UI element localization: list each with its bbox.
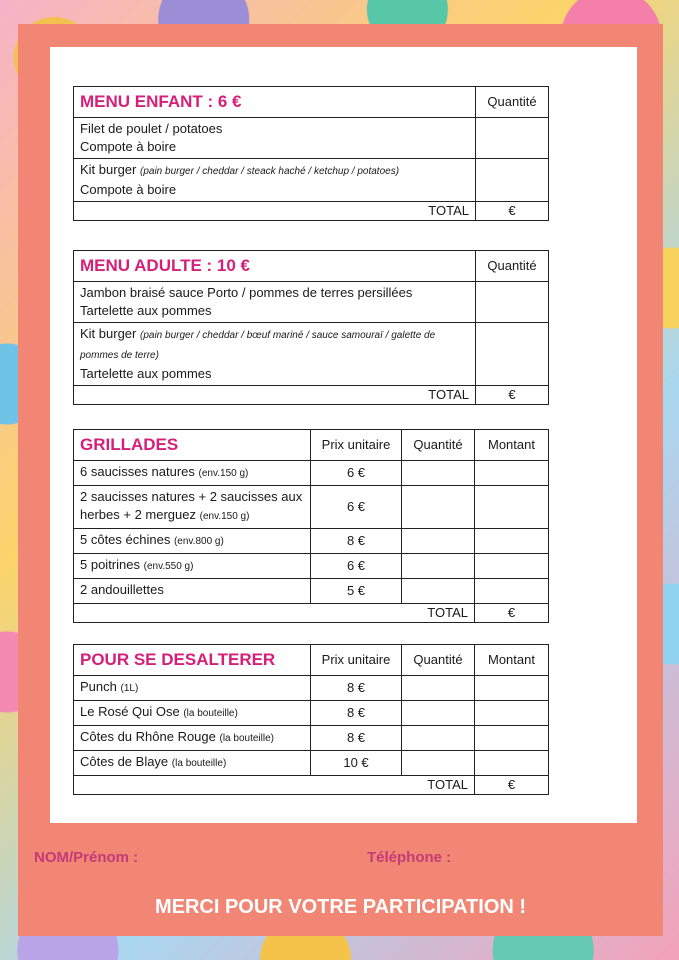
total-label: TOTAL bbox=[74, 202, 476, 221]
boissons-table bbox=[73, 644, 549, 795]
amount-cell[interactable] bbox=[475, 701, 549, 726]
total-label: TOTAL bbox=[74, 386, 476, 405]
menu-item: Filet de poulet / potatoes Compote à boire bbox=[74, 118, 476, 159]
amount-cell[interactable] bbox=[475, 554, 549, 579]
order-form-frame bbox=[18, 24, 663, 936]
table-row bbox=[74, 461, 549, 486]
grillades-title: GRILLADES bbox=[74, 430, 311, 461]
total-cell[interactable]: € bbox=[476, 386, 549, 405]
menu-item: Jambon braisé sauce Porto / pommes de terres persillées Tartelette aux pommes bbox=[74, 282, 476, 323]
item-name: Côtes de Blaye (la bouteille) bbox=[74, 751, 311, 776]
table-row bbox=[74, 529, 549, 554]
quantity-header: Quantité bbox=[402, 645, 475, 676]
item-name: 2 andouillettes bbox=[74, 579, 311, 604]
amount-cell[interactable] bbox=[475, 579, 549, 604]
menu-adulte-qty-header: Quantité bbox=[476, 251, 549, 282]
quantity-cell[interactable] bbox=[402, 701, 475, 726]
total-cell[interactable]: € bbox=[475, 604, 549, 623]
table-row bbox=[74, 554, 549, 579]
quantity-header: Quantité bbox=[402, 430, 475, 461]
quantity-cell[interactable] bbox=[476, 118, 549, 159]
boissons-title: POUR SE DESALTERER bbox=[74, 645, 311, 676]
quantity-cell[interactable] bbox=[402, 751, 475, 776]
price-header: Prix unitaire bbox=[311, 645, 402, 676]
quantity-cell[interactable] bbox=[402, 529, 475, 554]
table-row bbox=[74, 159, 549, 202]
total-cell[interactable]: € bbox=[475, 776, 549, 795]
quantity-cell[interactable] bbox=[476, 323, 549, 386]
item-name: Côtes du Rhône Rouge (la bouteille) bbox=[74, 726, 311, 751]
table-row bbox=[74, 282, 549, 323]
menu-enfant-qty-header: Quantité bbox=[476, 87, 549, 118]
amount-cell[interactable] bbox=[475, 676, 549, 701]
grillades-table bbox=[73, 429, 549, 623]
amount-cell[interactable] bbox=[475, 751, 549, 776]
quantity-cell[interactable] bbox=[402, 461, 475, 486]
menu-item: Kit burger (pain burger / cheddar / bœuf mariné / sauce samouraï / galette de pommes de terre) Tartelette aux pommes bbox=[74, 323, 476, 386]
amount-cell[interactable] bbox=[475, 461, 549, 486]
quantity-cell[interactable] bbox=[402, 726, 475, 751]
table-row bbox=[74, 486, 549, 529]
table-row bbox=[74, 701, 549, 726]
quantity-cell[interactable] bbox=[402, 554, 475, 579]
amount-cell[interactable] bbox=[475, 529, 549, 554]
item-price: 6 € bbox=[311, 486, 402, 529]
quantity-cell[interactable] bbox=[476, 282, 549, 323]
amount-cell[interactable] bbox=[475, 726, 549, 751]
item-price: 8 € bbox=[311, 701, 402, 726]
amount-header: Montant bbox=[475, 430, 549, 461]
name-field-label[interactable]: NOM/Prénom : bbox=[34, 849, 139, 866]
menu-enfant-table bbox=[73, 86, 549, 221]
table-row bbox=[74, 323, 549, 386]
menu-adulte-title: MENU ADULTE : 10 € bbox=[74, 251, 476, 282]
menu-enfant-title: MENU ENFANT : 6 € bbox=[74, 87, 476, 118]
item-price: 5 € bbox=[311, 579, 402, 604]
quantity-cell[interactable] bbox=[402, 676, 475, 701]
total-label: TOTAL bbox=[74, 776, 475, 795]
item-price: 8 € bbox=[311, 676, 402, 701]
quantity-cell[interactable] bbox=[402, 579, 475, 604]
total-cell[interactable]: € bbox=[476, 202, 549, 221]
item-name: 5 côtes échines (env.800 g) bbox=[74, 529, 311, 554]
item-name: 6 saucisses natures (env.150 g) bbox=[74, 461, 311, 486]
menu-item: Kit burger (pain burger / cheddar / steack haché / ketchup / potatoes) Compote à boire bbox=[74, 159, 476, 202]
quantity-cell[interactable] bbox=[476, 159, 549, 202]
item-name: Le Rosé Qui Ose (la bouteille) bbox=[74, 701, 311, 726]
menu-adulte-table bbox=[73, 250, 549, 405]
item-price: 8 € bbox=[311, 529, 402, 554]
price-header: Prix unitaire bbox=[311, 430, 402, 461]
table-row bbox=[74, 676, 549, 701]
table-row bbox=[74, 579, 549, 604]
total-label: TOTAL bbox=[74, 604, 475, 623]
item-price: 6 € bbox=[311, 461, 402, 486]
item-name: 2 saucisses natures + 2 saucisses aux herbes + 2 merguez (env.150 g) bbox=[74, 486, 311, 529]
thanks-message: MERCI POUR VOTRE PARTICIPATION ! bbox=[154, 896, 527, 918]
item-price: 6 € bbox=[311, 554, 402, 579]
amount-header: Montant bbox=[475, 645, 549, 676]
amount-cell[interactable] bbox=[475, 486, 549, 529]
table-row bbox=[74, 751, 549, 776]
item-price: 8 € bbox=[311, 726, 402, 751]
table-row bbox=[74, 726, 549, 751]
item-name: Punch (1L) bbox=[74, 676, 311, 701]
item-name: 5 poitrines (env.550 g) bbox=[74, 554, 311, 579]
item-price: 10 € bbox=[311, 751, 402, 776]
table-row bbox=[74, 118, 549, 159]
quantity-cell[interactable] bbox=[402, 486, 475, 529]
phone-field-label[interactable]: Téléphone : bbox=[367, 849, 452, 866]
